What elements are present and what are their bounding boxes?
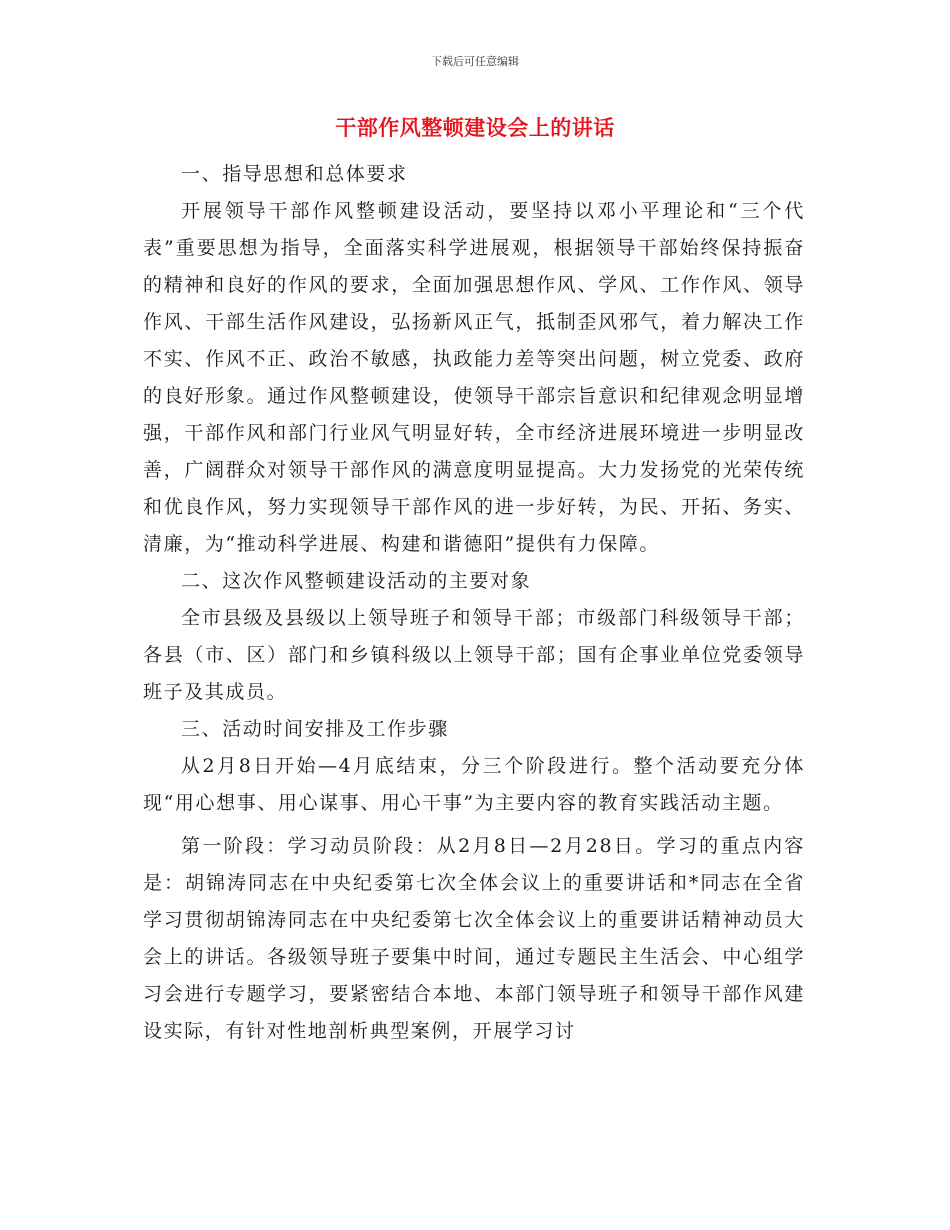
paragraph: 全市县级及县级以上领导班子和领导干部；市级部门科级领导干部；各县（市、区）部门和乡镇科级以上领导干部；国有企事业单位党委领导班子及其成员。 <box>143 607 805 703</box>
paragraph: 第一阶段：学习动员阶段：从2月8日—2月28日。学习的重点内容是：胡锦涛同志在中央纪委第七次全体会议上的重要讲话和*同志在全省学习贯彻胡锦涛同志在中央纪委第七次全体会议上的重要讲话精神动员大会上的讲话。各级领导班子要集中时间，通过专题民主生活会、中心组学习会进行专题学习，要紧密结合本地、本部门领导班子和领导干部作风建设实际，有针对性地剖析典型案例，开展学习讨 <box>143 835 805 1042</box>
paragraph: 开展领导干部作风整顿建设活动，要坚持以邓小平理论和“三个代表”重要思想为指导，全面落实科学进展观，根据领导干部始终保持振奋的精神和良好的作风的要求，全面加强思想作风、学风、工作作风、领导作风、干部生活作风建设，弘扬新风正气，抵制歪风邪气，着力解决工作不实、作风不正、政治不敏感，执政能力差等突出问题，树立党委、政府的良好形象。通过作风整顿建设，使领导干部宗旨意识和纪律观念明显增强，干部作风和部门行业风气明显好转，全市经济进展环境进一步明显改善，广阔群众对领导干部作风的满意度明显提高。大力发扬党的光荣传统和优良作风，努力实现领导干部作风的进一步好转，为民、开拓、务实、清廉，为“推动科学进展、构建和谐德阳”提供有力保障。 <box>143 200 805 555</box>
section-heading-3: 三、活动时间安排及工作步骤 <box>181 718 449 740</box>
document-title: 干部作风整顿建设会上的讲话 <box>335 116 615 140</box>
section-heading-2: 二、这次作风整顿建设活动的主要对象 <box>181 570 532 592</box>
page-header-note: 下载后可任意编辑 <box>431 55 519 68</box>
document-body <box>143 156 805 1050</box>
section-heading-1: 一、指导思想和总体要求 <box>181 163 408 185</box>
paragraph: 从2月8日开始—4月底结束，分三个阶段进行。整个活动要充分体现“用心想事、用心谋事、用心干事”为主要内容的教育实践活动主题。 <box>143 755 805 814</box>
